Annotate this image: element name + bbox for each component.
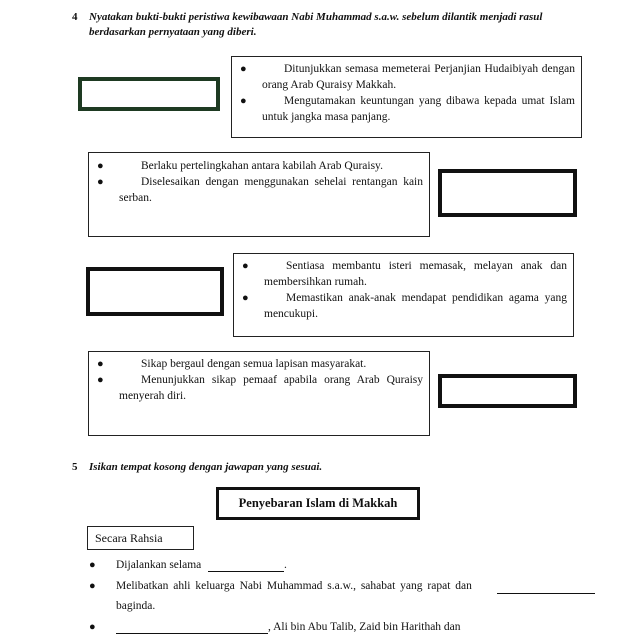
statement-box-2 [88, 152, 430, 237]
bullet-icon: ● [97, 358, 104, 370]
fact-item [238, 258, 567, 290]
fact-item [236, 93, 575, 125]
statement-box-1 [231, 56, 582, 138]
bullet-icon: ● [242, 292, 249, 304]
fact-text: Sentiasa membantu isteri memasak, melayan anak dan membersihkan rumah. [264, 260, 567, 288]
question-4-instruction-line2: berdasarkan pernyataan yang diberi. [89, 26, 257, 38]
bullet-icon: ● [97, 160, 104, 172]
fact-text: Mengutamakan keuntungan yang dibawa kepada umat Islam untuk jangka masa panjang. [262, 95, 575, 123]
fact-item [93, 174, 423, 206]
question-4-instruction [89, 10, 599, 40]
answer-box-1[interactable] [78, 77, 220, 111]
bullet-icon: ● [89, 580, 96, 592]
question-4-instruction-line1: Nyatakan bukti-bukti peristiwa kewibawaan Nabi Muhammad s.a.w. sebelum dilantik menjadi rasul [89, 11, 543, 23]
bullet-icon: ● [240, 95, 247, 107]
blank-line-2[interactable] [497, 593, 595, 594]
fact-text: Berlaku pertelingkahan antara kabilah Arab Quraisy. [141, 160, 383, 172]
question-5-instruction: Isikan tempat kosong dengan jawapan yang sesuai. [89, 461, 323, 473]
fact-item [236, 61, 575, 93]
fact-text: Sikap bergaul dengan semua lapisan masyarakat. [141, 358, 367, 370]
section-label: Secara Rahsia [87, 526, 194, 550]
list-item-continuation: baginda. [116, 600, 156, 612]
fact-text: Memastikan anak-anak mendapat pendidikan agama yang mencukupi. [264, 292, 567, 320]
list-item-suffix: . [284, 559, 287, 571]
fact-text: Diselesaikan dengan menggunakan sehelai rentangan kain serban. [119, 176, 423, 204]
bullet-icon: ● [89, 621, 96, 633]
bullet-icon: ● [89, 559, 96, 571]
blank-line-1[interactable] [208, 571, 284, 572]
bullet-icon: ● [97, 374, 104, 386]
list-item [89, 557, 202, 573]
statement-box-3 [233, 253, 574, 337]
blank-line-3[interactable] [116, 633, 268, 634]
fact-item [93, 356, 423, 372]
question-4-number: 4 [72, 11, 78, 23]
bullet-icon: ● [240, 63, 247, 75]
fact-item [93, 158, 423, 174]
list-item-text: Dijalankan selama [116, 559, 202, 571]
fact-text: Ditunjukkan semasa memeterai Perjanjian Hudaibiyah dengan orang Arab Quraisy Makkah. [262, 63, 575, 91]
answer-box-2[interactable] [438, 169, 577, 217]
answer-box-3[interactable] [86, 267, 224, 316]
list-item [89, 578, 496, 594]
statement-box-4 [88, 351, 430, 436]
bullet-icon: ● [242, 260, 249, 272]
bullet-icon: ● [97, 176, 104, 188]
answer-box-4[interactable] [438, 374, 577, 408]
topic-title: Penyebaran Islam di Makkah [216, 487, 420, 520]
fact-text: Menunjukkan sikap pemaaf apabila orang Arab Quraisy menyerah diri. [119, 374, 423, 402]
fact-item [93, 372, 423, 404]
fact-item [238, 290, 567, 322]
list-item-text: Melibatkan ahli keluarga Nabi Muhammad s.a.w., sahabat yang rapat dan [116, 580, 472, 592]
list-item-text: , Ali bin Abu Talib, Zaid bin Harithah dan [268, 621, 461, 633]
question-5-number: 5 [72, 461, 78, 473]
